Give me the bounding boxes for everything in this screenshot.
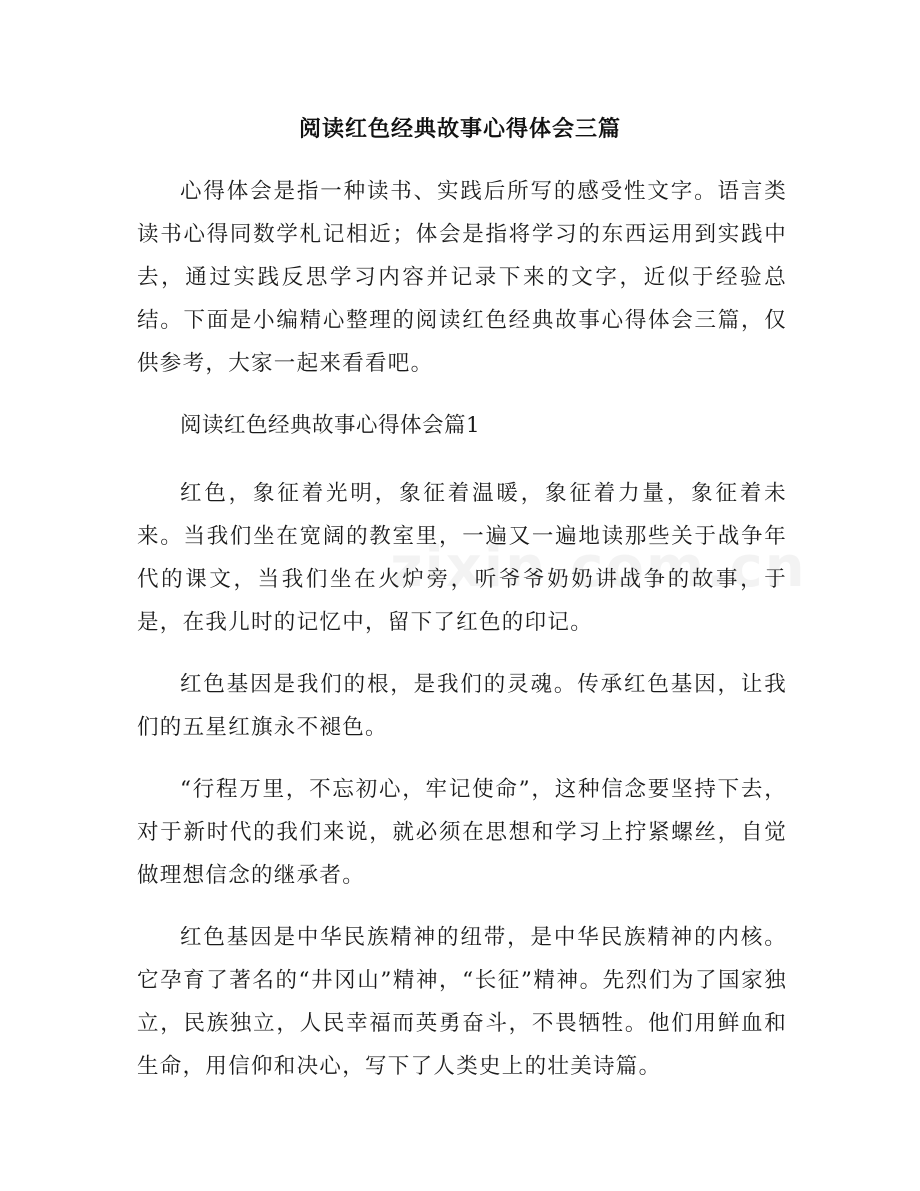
body-paragraph: 红色基因是我们的根，是我们的灵魂。传承红色基因，让我们的五星红旗永不褪色。 (137, 672, 787, 740)
section-heading: 阅读红色经典故事心得体会篇1 (180, 413, 481, 438)
document-title: 阅读红色经典故事心得体会三篇 (298, 117, 621, 142)
body-paragraph: 红色，象征着光明，象征着温暖，象征着力量，象征着未来。当我们坐在宽阔的教室里，一遍又一遍地读那些关于战争年代的课文，当我们坐在火炉旁，听爷爷奶奶讲战争的故事，于是，在我儿时的记忆中，留下了红色的印记。 (137, 481, 787, 635)
document-body (137, 170, 787, 1107)
body-paragraph: “行程万里，不忘初心，牢记使命”，这种信念要坚持下去，对于新时代的我们来说，就必须在思想和学习上拧紧螺丝，自觉做理想信念的继承者。 (137, 777, 787, 888)
body-paragraph: 红色基因是中华民族精神的纽带，是中华民族精神的内核。它孕育了著名的“井冈山”精神，“长征”精神。先烈们为了国家独立，民族独立，人民幸福而英勇奋斗，不畏牺牲。他们用鲜血和生命，用信仰和决心，写下了人类史上的壮美诗篇。 (137, 925, 787, 1079)
intro-paragraph: 心得体会是指一种读书、实践后所写的感受性文字。语言类读书心得同数学札记相近；体会是指将学习的东西运用到实践中去，通过实践反思学习内容并记录下来的文字，近似于经验总结。下面是小编精心整理的阅读红色经典故事心得体会三篇，仅供参考，大家一起来看看吧。 (137, 179, 787, 376)
